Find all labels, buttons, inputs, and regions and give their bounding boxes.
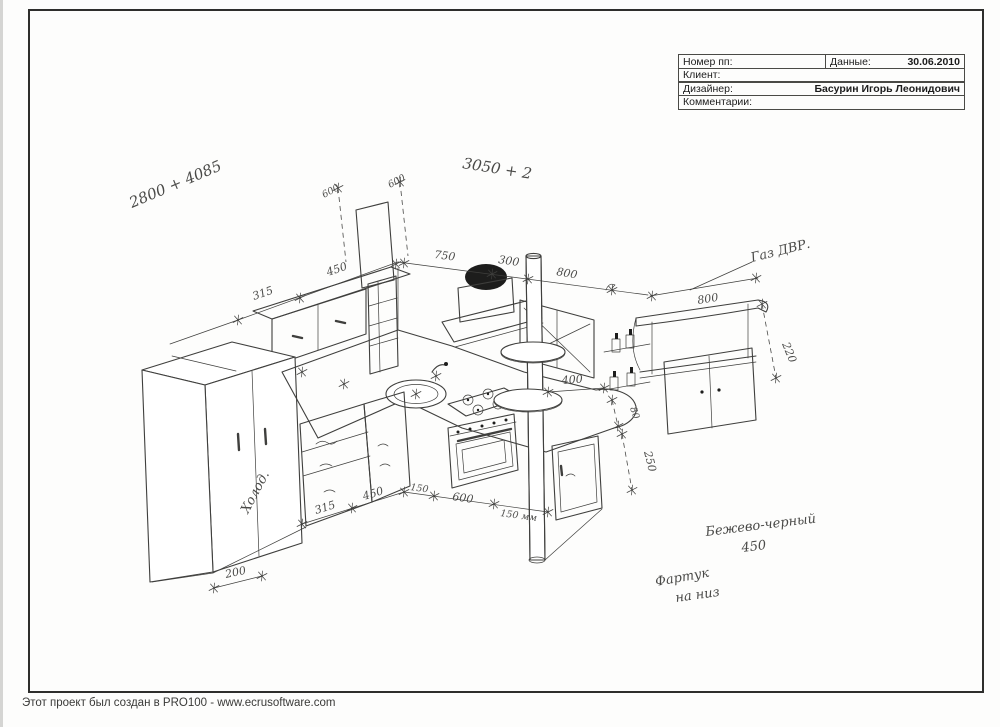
number-label: Номер пп: [683,55,733,68]
hood-duct-collar [465,264,507,290]
date-label: Данные: [830,55,871,68]
designer-label: Дизайнер: [683,82,733,95]
date-value: 30.06.2010 [907,55,960,68]
note-apron-line1: Фартук [654,565,711,590]
dim-shelf-800: 800 [696,290,720,307]
note-wall-back-dim: 3050 + 2 [461,154,534,183]
dim-top-450: 450 [324,259,349,279]
corner-shelf [368,276,398,374]
oven [448,414,518,488]
dim-bottom-150mm: 150 мм [499,508,538,525]
dim-bottom-315: 315 [313,498,337,517]
note-finish-line2: 450 [740,538,768,556]
dim-bar-250: 250 [641,449,659,474]
note-apron-line2: на низ [674,584,721,606]
dim-bottom-600: 600 [451,490,475,506]
note-fridge-label: Холод. [238,468,273,516]
comments-label: Комментарии: [683,96,753,108]
dim-floor-200: 200 [223,563,248,581]
dim-bottom-450: 450 [361,484,385,503]
dim-bar-80: 80 [627,405,642,421]
bar-cabinet [552,436,602,520]
note-gas: Газ ДВР. [749,236,812,266]
footer-credit: Этот проект был создан в PRO100 - www.ecrusoftware.com [22,697,336,709]
bottles [604,329,650,390]
client-label: Клиент: [683,69,721,81]
dim-top-300: 300 [497,253,521,269]
dim-duct-600-left: 600 [320,182,342,201]
wall-shelf-unit [633,300,768,434]
note-wall-left-dim: 2800 + 4085 [126,156,225,212]
note-finish-line1: Бежево-черный [704,511,817,540]
dim-duct-600-right: 600 [386,172,408,191]
dim-top-800: 800 [555,265,579,282]
dim-shelf-220: 220 [779,340,800,365]
dim-top-750: 750 [433,248,457,264]
dim-top-315: 315 [250,283,275,303]
fridge-cabinet [142,342,302,582]
corner-sink [386,362,448,408]
countertop [282,330,636,452]
dim-bottom-150: 150 [409,482,430,496]
designer-value: Басурин Игорь Леонидович [814,82,960,95]
dim-bar-400: 400 [561,372,584,387]
